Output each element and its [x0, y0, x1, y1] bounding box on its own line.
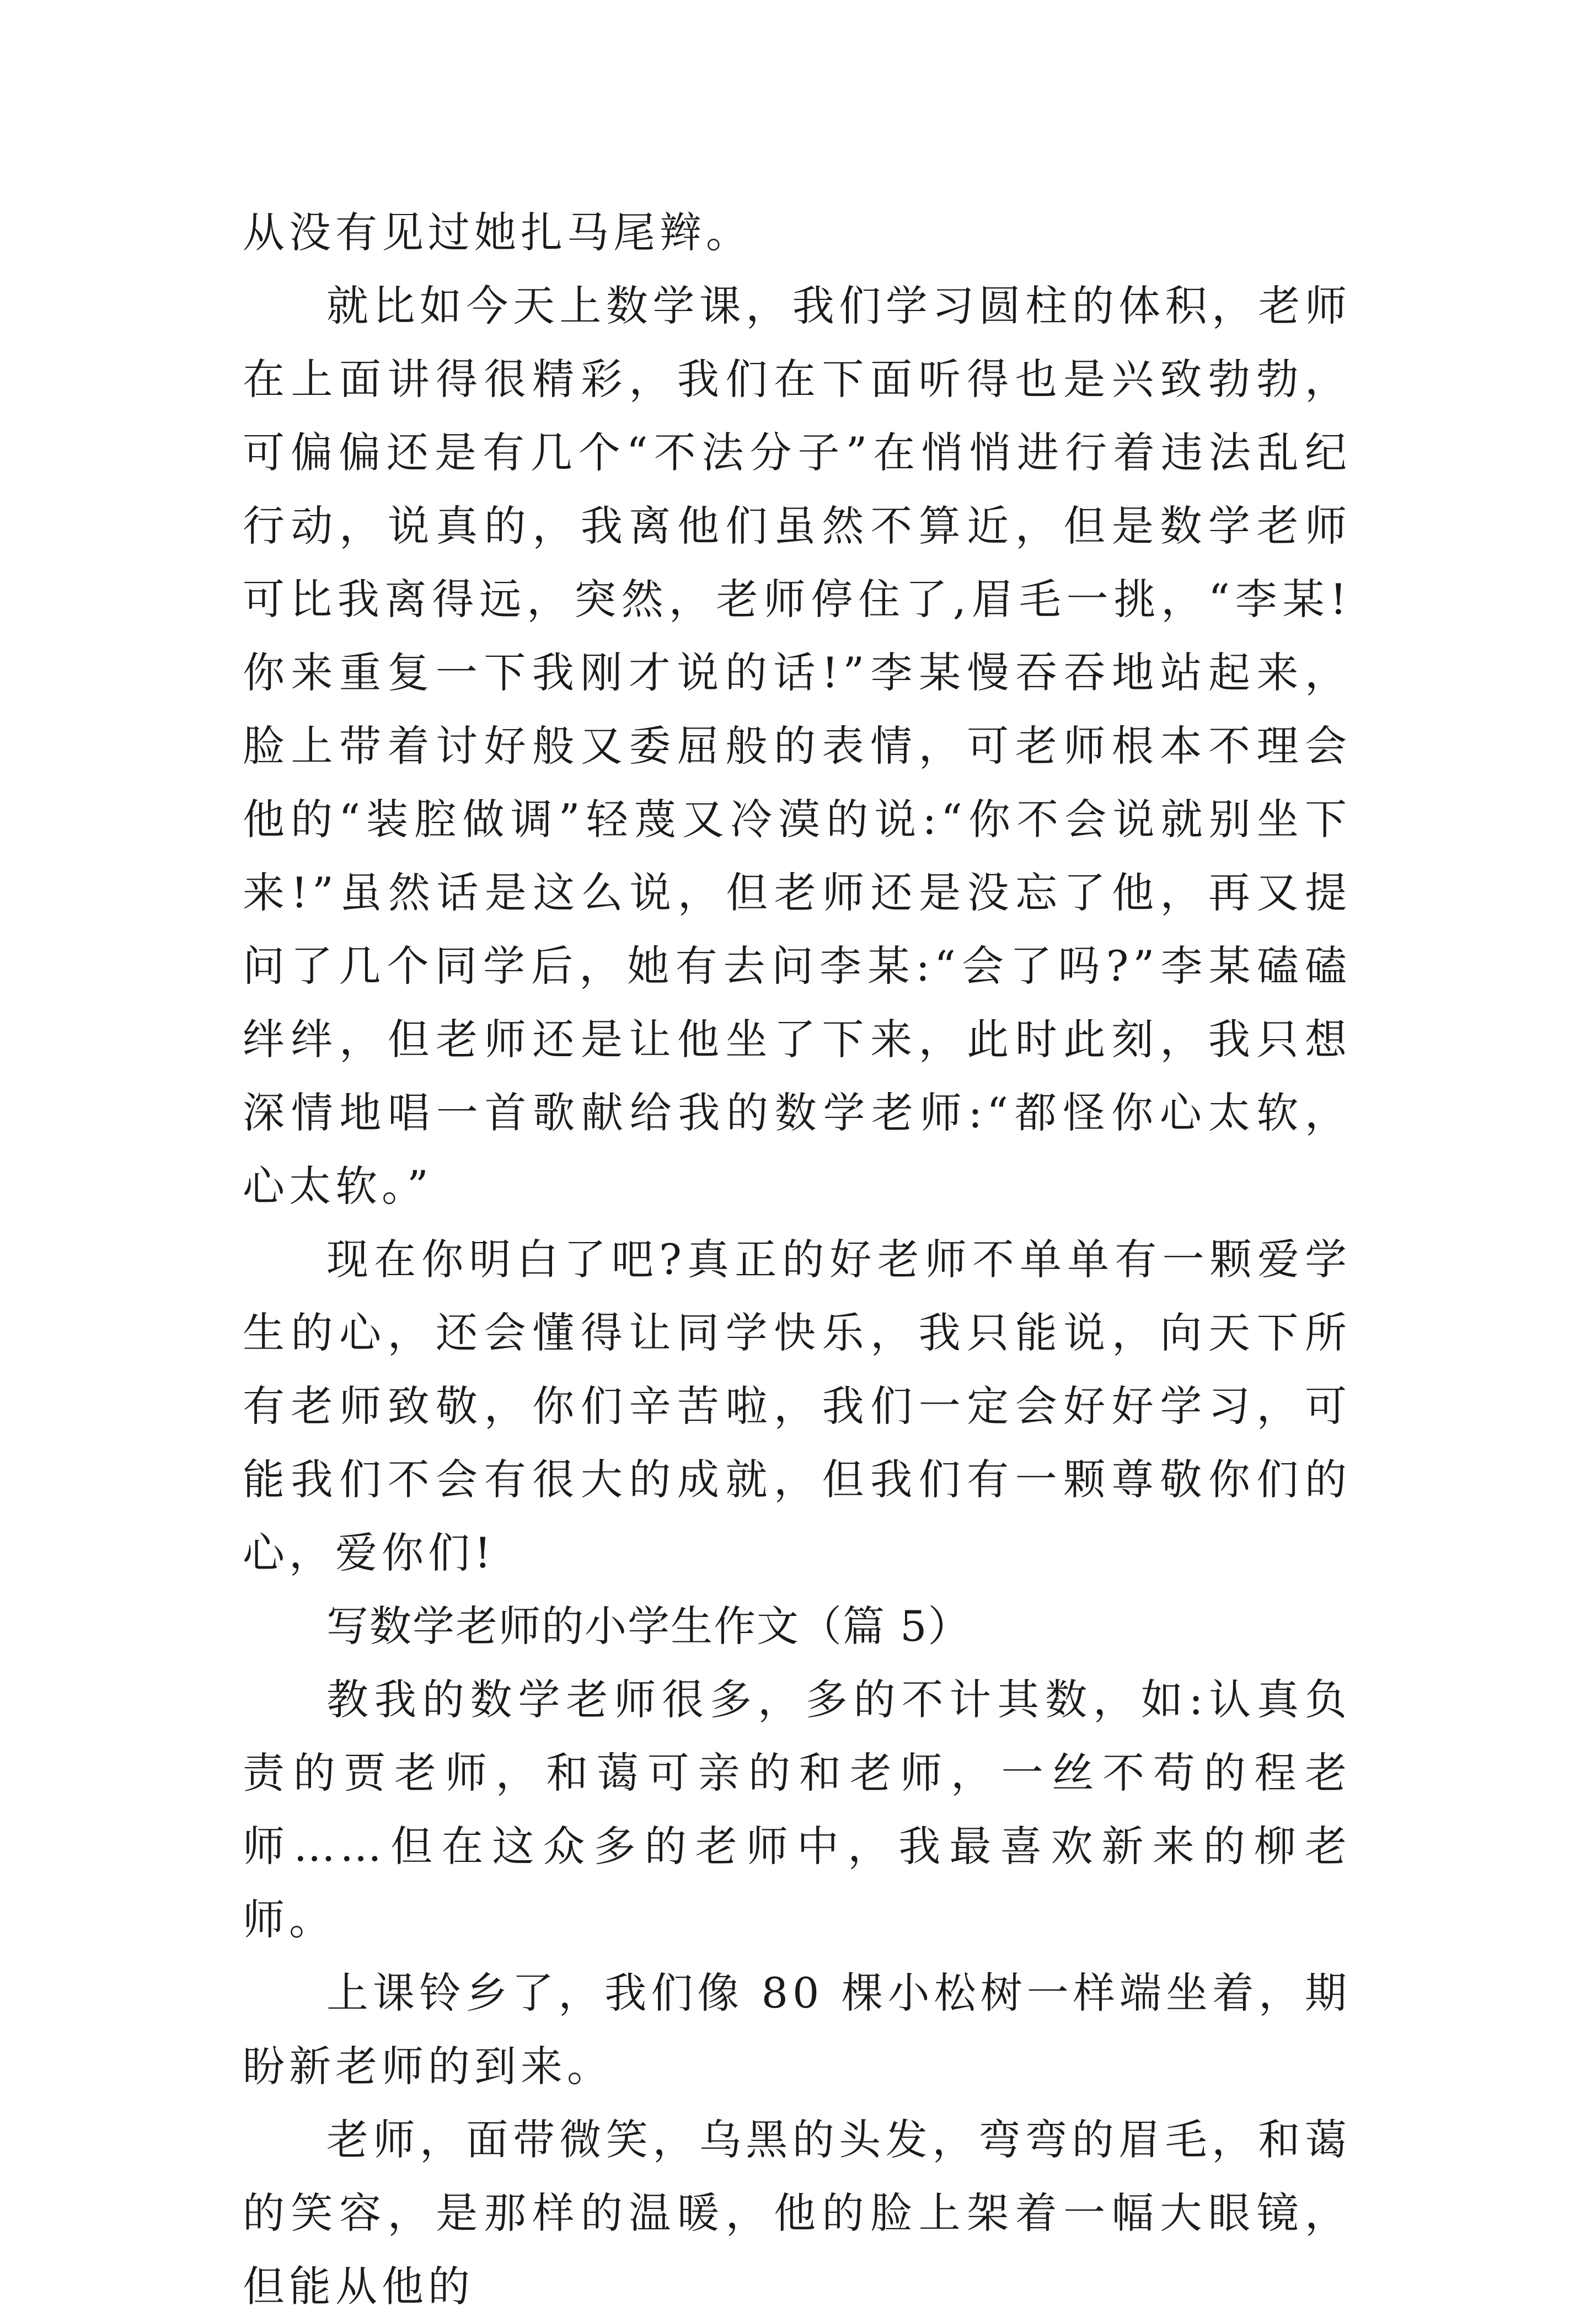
paragraph-conclusion: 现在你明白了吧?真正的好老师不单单有一颗爱学生的心，还会懂得让同学快乐，我只能说，向天下所有老师致敬，你们辛苦啦，我们一定会好好学习，可能我们不会有很大的成就，但我们有一颗尊敬你们的心，爱你们!	[243, 1235, 1351, 1577]
paragraph-many-teachers: 教我的数学老师很多，多的不计其数，如:认真负责的贾老师，和蔼可亲的和老师，一丝不苟的程老师……但在这众多的老师中，我最喜欢新来的柳老师。	[243, 1675, 1351, 1944]
essay-heading: 写数学老师的小学生作文（篇 5）	[326, 1602, 971, 1651]
document-body	[243, 196, 1351, 2323]
paragraph-bell-rang: 上课铃乡了，我们像 80 棵小松树一样端坐着，期盼新老师的到来。	[243, 1968, 1351, 2091]
paragraph-math-class: 就比如今天上数学课，我们学习圆柱的体积，老师在上面讲得很精彩，我们在下面听得也是兴致勃勃，可偏偏还是有几个“不法分子”在悄悄进行着违法乱纪行动，说真的，我离他们虽然不算近，但是数学老师可比我离得远，突然，老师停住了,眉毛一挑，“李某!你来重复一下我刚才说的话!”李某慢吞吞地站起来，脸上带着讨好般又委屈般的表情，可老师根本不理会他的“装腔做调”轻蔑又冷漠的说:“你不会说就别坐下来!”虽然话是这么说，但老师还是没忘了他，再又提问了几个同学后，她有去问李某:“会了吗?”李某磕磕绊绊，但老师还是让他坐了下来，此时此刻，我只想深情地唱一首歌献给我的数学老师:“都怪你心太软，心太软。”	[243, 281, 1351, 1211]
paragraph-teacher-description: 老师，面带微笑，乌黑的头发，弯弯的眉毛，和蔼的笑容，是那样的温暖，他的脸上架着一幅大眼镜，但能从他的	[243, 2115, 1351, 2311]
paragraph-continuation: 从没有见过她扎马尾辫。	[243, 208, 752, 257]
